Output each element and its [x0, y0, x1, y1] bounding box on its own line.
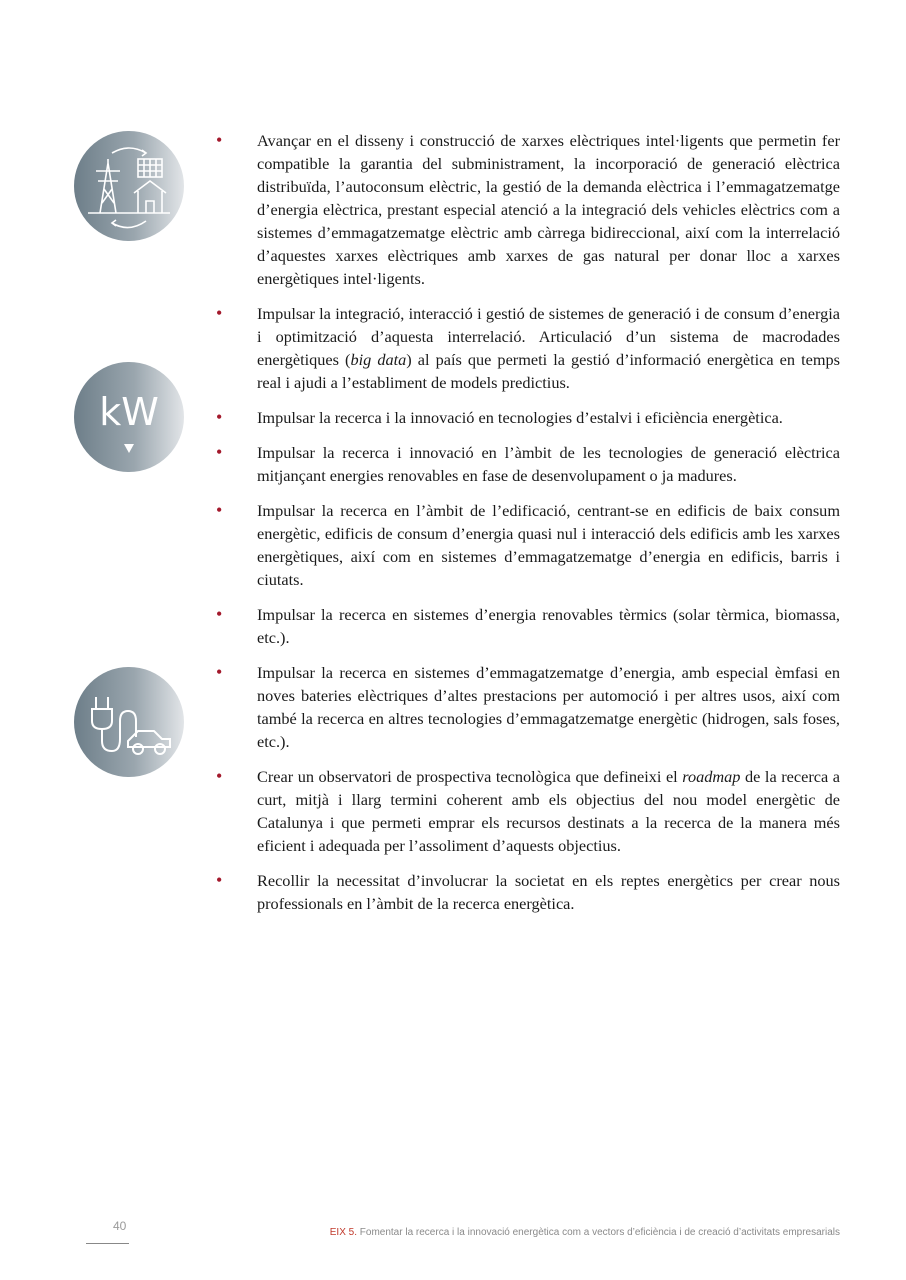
item-text: Impulsar la recerca i la innovació en tecnologies d’estalvi i eficiència energètica.	[257, 408, 783, 427]
item-text: Impulsar la recerca en l’àmbit de l’edificació, centrant-se en edificis de baix consum energètic, edificis de consum d’energia quasi nul i interacció dels edificis amb les xarxes energètiques, així com en sistemes d’emmagatzematge d’energia en edificis, barris i ciutats.	[257, 501, 840, 589]
section-label: EIX 5.	[329, 1227, 357, 1238]
bullet-icon: •	[216, 500, 223, 520]
list-item	[216, 302, 840, 394]
bullet-icon: •	[216, 303, 223, 323]
item-text: Impulsar la recerca en sistemes d’energia renovables tèrmics (solar tèrmica, biomassa, etc.).	[257, 605, 840, 647]
bullet-icon: •	[216, 130, 223, 150]
kw-label: kW	[99, 390, 159, 434]
list-item	[216, 603, 840, 649]
list-item	[216, 869, 840, 915]
item-text: Recollir la necessitat d’involucrar la societat en els reptes energètics per crear nous professionals en l’àmbit de la recerca energètica.	[257, 871, 840, 913]
smart-grid-icon	[74, 131, 184, 241]
bullet-icon: •	[216, 442, 223, 462]
bullet-icon: •	[216, 604, 223, 624]
list-item	[216, 499, 840, 591]
page-number-rule	[86, 1243, 129, 1244]
list-item	[216, 129, 840, 290]
bullet-icon: •	[216, 870, 223, 890]
item-text: Impulsar la recerca i innovació en l’àmbit de les tecnologies de generació elèctrica mitjançant energies renovables en fase de desenvolupament o ja madures.	[257, 443, 840, 485]
bullet-list	[216, 129, 840, 927]
section-title: Fomentar la recerca i la innovació energètica com a vectors d’eficiència i de creació d’activitats empresarials	[357, 1227, 840, 1238]
item-emphasis: big data	[350, 350, 407, 369]
item-text: Crear un observatori de prospectiva tecnològica que defineixi el	[257, 767, 683, 786]
item-text: de la recerca a curt, mitjà i llarg termini coherent amb els objectius del nou model energètic de Catalunya i que permeti emprar els recursos destinats a la recerca de la manera més eficient i adequada per l’assoliment d’aquests objectius.	[257, 767, 840, 855]
item-text: ) al país que permeti la gestió d’informació energètica en temps real i ajudi a l’establiment de models predictius.	[257, 350, 840, 392]
bullet-icon: •	[216, 662, 223, 682]
item-emphasis: roadmap	[682, 767, 741, 786]
kilowatt-icon	[74, 362, 184, 472]
list-item	[216, 661, 840, 753]
electric-car-plug-icon	[74, 667, 184, 777]
list-item	[216, 406, 840, 429]
item-text: Avançar en el disseny i construcció de xarxes elèctriques intel·ligents que permetin fer compatible la garantia del subministrament, la incorporació de generació elèctrica distribuïda, l’autoconsum elèctric, la gestió de la demanda elèctrica i l’emmagatzematge d’energia elèctrica, prestant especial atenció a la integració dels vehicles elèctrics com a sistemes d’emmagatzematge elèctric amb càrrega bidireccional, així com la interrelació d’aquestes xarxes elèctriques amb xarxes de gas natural per donar lloc a xarxes energètiques intel·ligents.	[257, 131, 840, 288]
item-text: Impulsar la integració, interacció i gestió de sistemes de generació i de consum d’energia i optimització d’aquesta interrelació. Articulació d’un sistema de macrodades energètiques (	[257, 304, 840, 369]
page-number: 40	[113, 1219, 127, 1233]
bullet-icon: •	[216, 407, 223, 427]
bullet-icon: •	[216, 766, 223, 786]
list-item	[216, 765, 840, 857]
running-footer	[330, 1227, 840, 1238]
item-text: Impulsar la recerca en sistemes d’emmagatzematge d’energia, amb especial èmfasi en noves bateries elèctriques d’altes prestacions per automoció i per altres usos, així com també la recerca en altres tecnologies d’emmagatzematge energètic (hidrogen, sals foses, etc.).	[257, 663, 840, 751]
list-item	[216, 441, 840, 487]
